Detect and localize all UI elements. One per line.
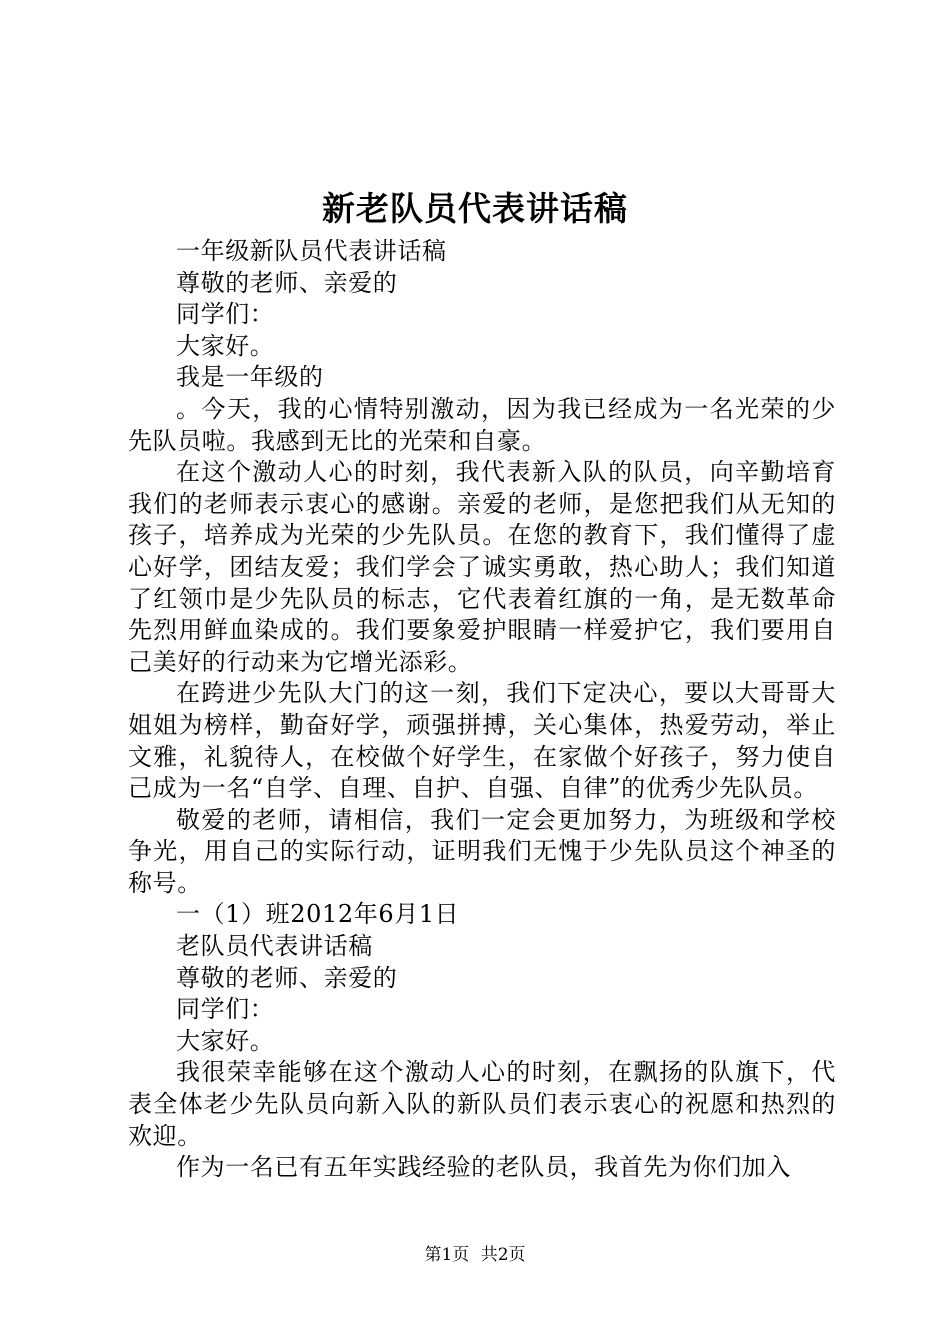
paragraph: 尊敬的老师、亲爱的 — [176, 963, 398, 992]
paragraph: 一（1）班2012年6月1日 — [176, 900, 460, 929]
paragraph: 同学们： — [176, 300, 275, 329]
paragraph: 大家好。 — [176, 1026, 275, 1055]
paragraph: 。今天，我的心情特别激动，因为我已经成为一名光荣的少先队员啦。我感到无比的光荣和自豪。 — [128, 394, 836, 455]
paragraph: 在这个激动人心的时刻，我代表新入队的队员，向辛勤培育我们的老师表示衷心的感谢。亲爱的老师，是您把我们从无知的孩子，培养成为光荣的少先队员。在您的教育下，我们懂得了虚心好学，团结友爱；我们学会了诚实勇敢，热心助人；我们知道了红领巾是少先队员的标志，它代表着红旗的一角，是无数革命先烈用鲜血染成的。我们要象爱护眼睛一样爱护它，我们要用自己美好的行动来为它增光添彩。 — [128, 458, 836, 676]
paragraph: 同学们： — [176, 995, 275, 1024]
document-body — [128, 236, 836, 1184]
paragraph: 在跨进少先队大门的这一刻，我们下定决心，要以大哥哥大姐姐为榜样，勤奋好学，顽强拼搏，关心集体，热爱劳动，举止文雅，礼貌待人，在校做个好学生，在家做个好孩子，努力使自己成为一名“自学、自理、自护、自强、自律”的优秀少先队员。 — [128, 679, 836, 803]
paragraph: 我是一年级的 — [176, 363, 324, 392]
paragraph: 老队员代表讲话稿 — [176, 932, 373, 961]
paragraph: 尊敬的老师、亲爱的 — [176, 268, 398, 297]
page-total: 共2页 — [480, 1245, 526, 1265]
page-number: 第1页 — [424, 1245, 470, 1265]
paragraph: 一年级新队员代表讲话稿 — [176, 237, 447, 265]
document-title: 新老队员代表讲话稿 — [322, 189, 628, 228]
paragraph: 作为一名已有五年实践经验的老队员，我首先为你们加入 — [176, 1153, 791, 1182]
paragraph: 我很荣幸能够在这个激动人心的时刻，在飘扬的队旗下，代表全体老少先队员向新入队的新队员们表示衷心的祝愿和热烈的欢迎。 — [128, 1058, 836, 1150]
page-footer — [0, 1243, 950, 1267]
paragraph: 大家好。 — [176, 331, 275, 360]
paragraph: 敬爱的老师，请相信，我们一定会更加努力，为班级和学校争光，用自己的实际行动，证明我们无愧于少先队员这个神圣的称号。 — [128, 805, 836, 897]
